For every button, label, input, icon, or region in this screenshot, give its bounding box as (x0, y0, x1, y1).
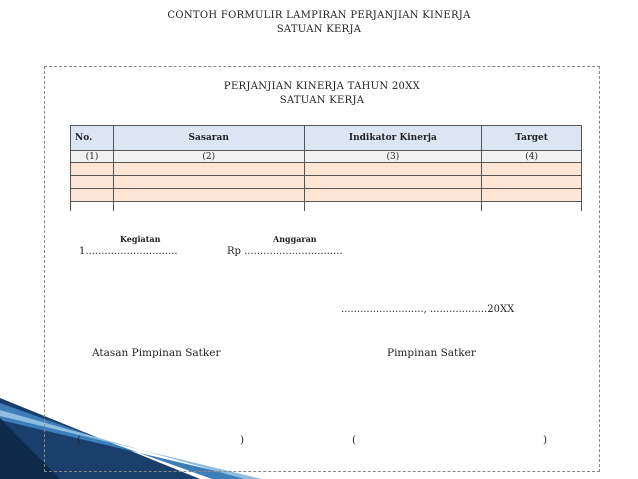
pimpinan-name-paren-open: ( (352, 434, 357, 446)
table-cell[interactable] (482, 163, 582, 176)
column-header-indikator: Indikator Kinerja (304, 126, 482, 151)
table-cell[interactable] (71, 176, 114, 189)
table-row (71, 163, 582, 176)
table-row (71, 189, 582, 202)
atasan-signature-label: Atasan Pimpinan Satker (92, 347, 221, 359)
column-number: (3) (304, 151, 482, 163)
table-row (71, 202, 582, 212)
place-date-line: .........................., ..................20XX (341, 304, 515, 315)
sasaran-table (70, 125, 582, 211)
atasan-name-paren-open: ( (77, 434, 82, 446)
table-cell[interactable] (113, 176, 304, 189)
table-cell[interactable] (482, 202, 582, 212)
column-header-target: Target (482, 126, 582, 151)
table-header-row (71, 126, 582, 151)
table-cell[interactable] (71, 202, 114, 212)
anggaran-entry-line: Rp ............................... (227, 246, 343, 257)
column-number-row (71, 151, 582, 163)
table-cell[interactable] (304, 189, 482, 202)
table-cell[interactable] (482, 189, 582, 202)
table-cell[interactable] (304, 176, 482, 189)
table-cell[interactable] (113, 189, 304, 202)
column-number: (1) (71, 151, 114, 163)
kegiatan-entry-line: 1............................. (79, 246, 178, 257)
table-row (71, 176, 582, 189)
table-cell[interactable] (71, 163, 114, 176)
form-title: PERJANJIAN KINERJA TAHUN 20XX (223, 81, 421, 92)
pimpinan-name-paren-close: ) (543, 434, 548, 446)
atasan-name-paren-close: ) (240, 434, 245, 446)
table-cell[interactable] (71, 189, 114, 202)
document-title: CONTOH FORMULIR LAMPIRAN PERJANJIAN KINERJA (167, 10, 471, 21)
document-subtitle: SATUAN KERJA (276, 24, 362, 35)
table-cell[interactable] (304, 202, 482, 212)
column-number: (2) (113, 151, 304, 163)
column-header-sasaran: Sasaran (113, 126, 304, 151)
column-number: (4) (482, 151, 582, 163)
table-cell[interactable] (113, 202, 304, 212)
pimpinan-signature-label: Pimpinan Satker (387, 347, 476, 359)
form-subtitle: SATUAN KERJA (279, 95, 365, 106)
column-header-no: No. (71, 126, 114, 151)
table-cell[interactable] (482, 176, 582, 189)
anggaran-label: Anggaran (273, 234, 317, 244)
table-cell[interactable] (113, 163, 304, 176)
table-cell[interactable] (304, 163, 482, 176)
kegiatan-label: Kegiatan (120, 234, 161, 244)
